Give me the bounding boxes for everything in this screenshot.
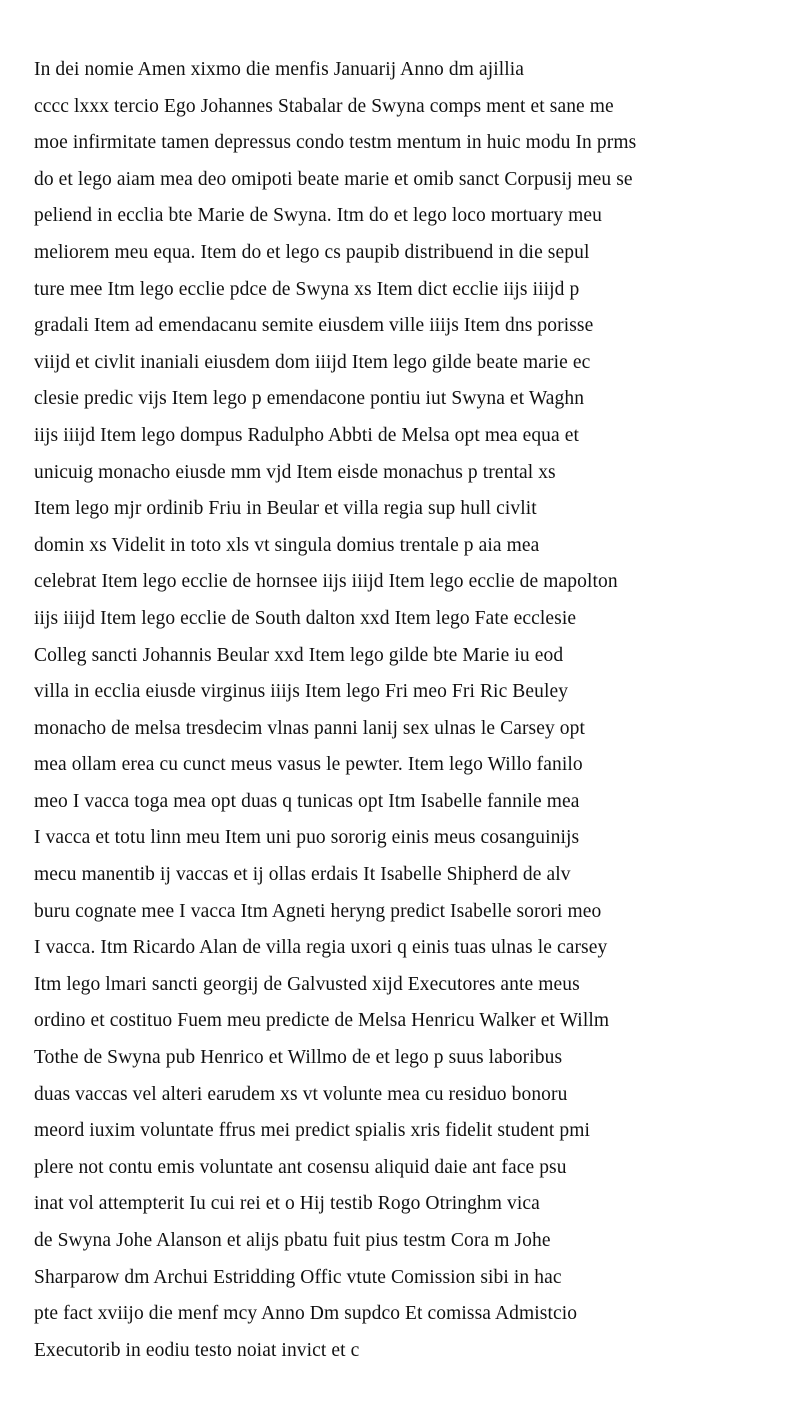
- text-line: I vacca et totu linn meu Item uni puo sororig einis meus cosanguinijs: [34, 827, 580, 849]
- text-line: viijd et civlit inaniali eiusdem dom iiijd Item lego gilde beate marie ec: [34, 351, 591, 373]
- text-line: moe infirmitate tamen depressus condo testm mentum in huic modu In prms: [34, 132, 637, 154]
- text-line: iijs iiijd Item lego ecclie de South dalton xxd Item lego Fate ecclesie: [34, 607, 577, 629]
- text-line: do et lego aiam mea deo omipoti beate marie et omib sanct Corpusij meu se: [34, 168, 633, 190]
- text-line: de Swyna Johe Alanson et alijs pbatu fuit pius testm Cora m Johe: [34, 1230, 551, 1251]
- text-line: meo I vacca toga mea opt duas q tunicas opt Itm Isabelle fannile mea: [34, 790, 580, 812]
- transcription-text: [34, 52, 774, 1369]
- text-line: unicuig monacho eiusde mm vjd Item eisde monachus p trental xs: [34, 461, 556, 483]
- text-line: pte fact xviijo die menf mcy Anno Dm supdco Et comissa Admistcio: [34, 1303, 578, 1325]
- text-line: Sharparow dm Archui Estridding Offic vtute Comission sibi in hac: [34, 1266, 562, 1288]
- text-line: I vacca. Itm Ricardo Alan de villa regia uxori q einis tuas ulnas le carsey: [34, 937, 608, 959]
- text-line: villa in ecclia eiusde virginus iiijs Item lego Fri meo Fri Ric Beuley: [34, 681, 569, 703]
- text-line: Tothe de Swyna pub Henrico et Willmo de et lego p suus laboribus: [34, 1047, 563, 1069]
- text-line: Colleg sancti Johannis Beular xxd Item lego gilde bte Marie iu eod: [34, 644, 564, 666]
- text-line: meord iuxim voluntate ffrus mei predict spialis xris fidelit student pmi: [34, 1120, 590, 1142]
- text-line: Item lego mjr ordinib Friu in Beular et villa regia sup hull civlit: [34, 498, 537, 520]
- text-line: ordino et costituo Fuem meu predicte de Melsa Henricu Walker et Willm: [34, 1010, 610, 1032]
- text-line: meliorem meu equa. Item do et lego cs paupib distribuend in die sepul: [34, 241, 590, 263]
- text-line: mecu manentib ij vaccas et ij ollas erdais It Isabelle Shipherd de alv: [34, 864, 571, 886]
- text-line: cccc lxxx tercio Ego Johannes Stabalar de Swyna comps ment et sane me: [34, 95, 614, 117]
- text-line: mea ollam erea cu cunct meus vasus le pewter. Item lego Willo fanilo: [34, 754, 583, 776]
- text-line: plere not contu emis voluntate ant cosensu aliquid daie ant face psu: [34, 1156, 567, 1178]
- text-line: Itm lego lmari sancti georgij de Galvusted xijd Executores ante meus: [34, 973, 580, 995]
- text-line: ture mee Itm lego ecclie pdce de Swyna xs Item dict ecclie iijs iiijd p: [34, 278, 580, 300]
- text-line: duas vaccas vel alteri earudem xs vt volunte mea cu residuo bonoru: [34, 1083, 568, 1105]
- text-line: iijs iiijd Item lego dompus Radulpho Abbti de Melsa opt mea equa et: [34, 424, 580, 446]
- text-line: clesie predic vijs Item lego p emendacone pontiu iut Swyna et Waghn: [34, 388, 585, 410]
- text-line: buru cognate mee I vacca Itm Agneti heryng predict Isabelle sorori meo: [34, 900, 602, 922]
- text-line: domin xs Videlit in toto xls vt singula domius trentale p aia mea: [34, 534, 540, 556]
- text-line: In dei nomie Amen xixmo die menfis Januarij Anno dm ajillia: [34, 59, 525, 80]
- text-line: Executorib in eodiu testo noiat invict et c: [34, 1339, 360, 1361]
- text-line: peliend in ecclia bte Marie de Swyna. Itm do et lego loco mortuary meu: [34, 205, 602, 227]
- text-line: gradali Item ad emendacanu semite eiusdem ville iiijs Item dns porisse: [34, 315, 594, 337]
- text-line: monacho de melsa tresdecim vlnas panni lanij sex ulnas le Carsey opt: [34, 717, 586, 739]
- text-line: inat vol attempterit Iu cui rei et o Hij testib Rogo Otringhm vica: [34, 1193, 540, 1215]
- text-line: celebrat Item lego ecclie de hornsee iijs iiijd Item lego ecclie de mapolton: [34, 571, 618, 593]
